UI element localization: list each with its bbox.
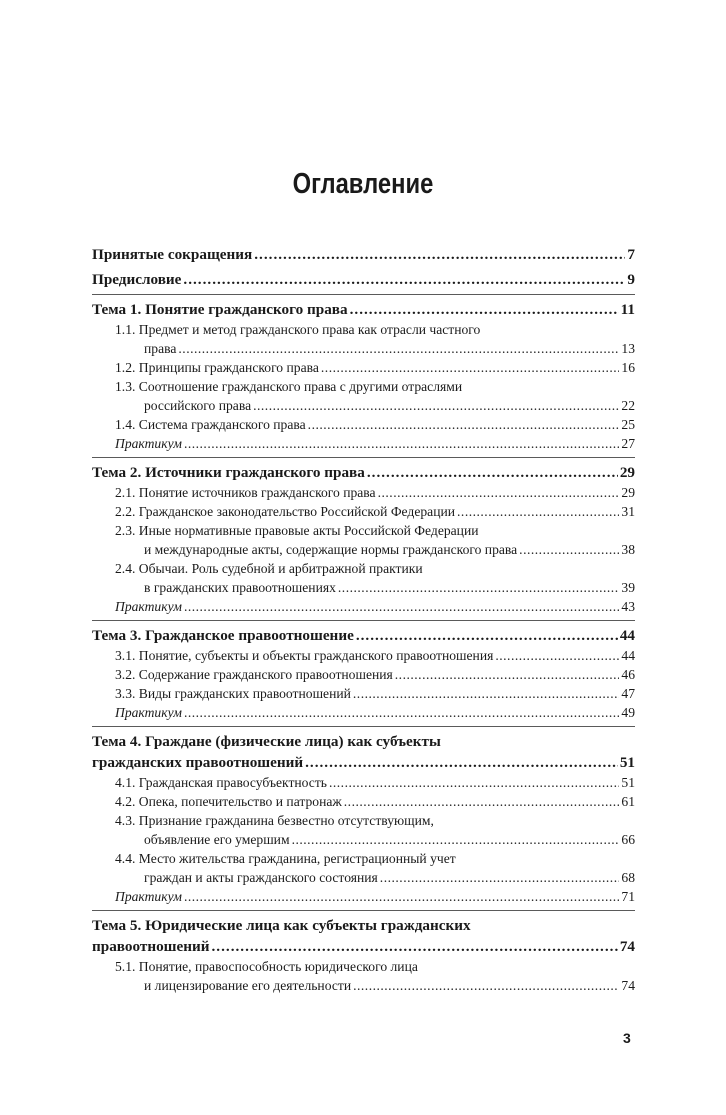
dot-leader <box>178 339 619 358</box>
toc-section-4-4[interactable] <box>92 849 635 887</box>
entry-page: 49 <box>621 705 635 720</box>
dot-leader <box>380 868 620 887</box>
divider <box>92 294 635 295</box>
entry-page: 11 <box>620 301 635 318</box>
toc-practicum-3[interactable] <box>92 703 635 722</box>
dot-leader <box>308 415 620 434</box>
dot-leader <box>350 299 619 320</box>
entry-label: 3.1. Понятие, субъекты и объекты гражданского правоотношения <box>115 648 494 663</box>
toc-section-1-4[interactable] <box>92 415 635 434</box>
divider <box>92 620 635 621</box>
toc-section-4-3[interactable] <box>92 811 635 849</box>
entry-page: 25 <box>621 417 635 432</box>
toc-section-3-3[interactable] <box>92 684 635 703</box>
dot-leader <box>184 703 619 722</box>
entry-label: Практикум <box>115 889 182 904</box>
dot-leader <box>457 502 619 521</box>
entry-label: Практикум <box>115 599 182 614</box>
entry-label-line2: объявление его умершим <box>144 832 290 847</box>
dot-leader <box>184 597 619 616</box>
entry-label: Практикум <box>115 436 182 451</box>
entry-page: 43 <box>621 599 635 614</box>
dot-leader <box>329 773 619 792</box>
toc-section-1-2[interactable] <box>92 358 635 377</box>
toc-topic-3[interactable] <box>92 625 635 646</box>
entry-label: Практикум <box>115 705 182 720</box>
entry-label: Тема 2. Источники гражданского права <box>92 464 365 481</box>
toc-topic-2[interactable] <box>92 462 635 483</box>
entry-page: 47 <box>621 686 635 701</box>
entry-page: 39 <box>621 580 635 595</box>
entry-page: 38 <box>621 542 635 557</box>
divider <box>92 910 635 911</box>
entry-page: 44 <box>621 648 635 663</box>
toc-topic-1[interactable] <box>92 299 635 320</box>
entry-label: Тема 1. Понятие гражданского права <box>92 301 348 318</box>
entry-page: 68 <box>621 870 635 885</box>
entry-label: 4.2. Опека, попечительство и патронаж <box>115 794 342 809</box>
toc-section-2-1[interactable] <box>92 483 635 502</box>
entry-label: 1.4. Система гражданского права <box>115 417 306 432</box>
dot-leader <box>184 434 619 453</box>
entry-label-line2: и лицензирование его деятельности <box>144 978 352 993</box>
entry-label-line2: и международные акты, содержащие нормы гражданского права <box>144 542 518 557</box>
entry-label-line1: 2.4. Обычаи. Роль судебной и арбитражной практики <box>115 561 423 576</box>
toc-section-3-1[interactable] <box>92 646 635 665</box>
dot-leader <box>378 483 620 502</box>
toc-section-2-4[interactable] <box>92 559 635 597</box>
entry-label-line1: Тема 5. Юридические лица как субъекты гражданских <box>92 917 471 934</box>
entry-label: 4.1. Гражданская правосубъектность <box>115 775 327 790</box>
table-of-contents <box>92 244 635 995</box>
dot-leader <box>395 665 620 684</box>
entry-page: 61 <box>621 794 635 809</box>
toc-practicum-2[interactable] <box>92 597 635 616</box>
entry-label-line1: 4.3. Признание гражданина безвестно отсутствующим, <box>115 813 434 828</box>
entry-label: 3.3. Виды гражданских правоотношений <box>115 686 351 701</box>
toc-practicum-4[interactable] <box>92 887 635 906</box>
entry-page: 74 <box>621 978 635 993</box>
dot-leader <box>353 976 619 995</box>
dot-leader <box>367 462 618 483</box>
toc-section-3-2[interactable] <box>92 665 635 684</box>
entry-page: 7 <box>627 246 635 263</box>
entry-label: 2.1. Понятие источников гражданского права <box>115 485 376 500</box>
entry-label-line2: правоотношений <box>92 938 210 955</box>
page-number: 3 <box>623 1030 631 1046</box>
entry-page: 31 <box>621 504 635 519</box>
toc-section-4-1[interactable] <box>92 773 635 792</box>
entry-label-line2: в гражданских правоотношениях <box>144 580 336 595</box>
entry-label-line1: 1.3. Соотношение гражданского права с другими отраслями <box>115 379 463 394</box>
entry-page: 13 <box>621 341 635 356</box>
entry-page: 51 <box>619 754 635 771</box>
entry-label-line2: российского права <box>144 398 252 413</box>
entry-label: 3.2. Содержание гражданского правоотношения <box>115 667 393 682</box>
dot-leader <box>519 540 619 559</box>
toc-topic-5[interactable] <box>92 915 635 957</box>
dot-leader <box>254 244 625 265</box>
entry-page: 22 <box>621 398 635 413</box>
toc-entry-abbreviations[interactable] <box>92 244 635 265</box>
entry-label-line2: права <box>144 341 177 356</box>
dot-leader <box>253 396 619 415</box>
entry-page: 46 <box>621 667 635 682</box>
entry-label: 1.2. Принципы гражданского права <box>115 360 319 375</box>
entry-label-line1: 1.1. Предмет и метод гражданского права как отрасли частного <box>115 322 481 337</box>
entry-label-line1: 5.1. Понятие, правоспособность юридического лица <box>115 959 418 974</box>
dot-leader <box>344 792 620 811</box>
toc-practicum-1[interactable] <box>92 434 635 453</box>
entry-page: 66 <box>621 832 635 847</box>
entry-page: 27 <box>621 436 635 451</box>
entry-label: Предисловие <box>92 271 182 288</box>
entry-label-line1: Тема 4. Граждане (физические лица) как субъекты <box>92 733 441 750</box>
toc-section-2-2[interactable] <box>92 502 635 521</box>
entry-page: 16 <box>621 360 635 375</box>
entry-label: Тема 3. Гражданское правоотношение <box>92 627 354 644</box>
toc-topic-4[interactable] <box>92 731 635 773</box>
dot-leader <box>184 887 619 906</box>
entry-label: 2.2. Гражданское законодательство Российской Федерации <box>115 504 456 519</box>
dot-leader <box>356 625 618 646</box>
entry-label-line2: гражданских правоотношений <box>92 754 304 771</box>
toc-section-1-1[interactable] <box>92 320 635 358</box>
dot-leader <box>338 578 620 597</box>
toc-section-4-2[interactable] <box>92 792 635 811</box>
entry-label: Принятые сокращения <box>92 246 253 263</box>
entry-label-line1: 2.3. Иные нормативные правовые акты Российской Федерации <box>115 523 479 538</box>
entry-page: 9 <box>627 271 635 288</box>
dot-leader <box>495 646 619 665</box>
entry-page: 51 <box>621 775 635 790</box>
toc-section-2-3[interactable] <box>92 521 635 559</box>
dot-leader <box>212 936 618 957</box>
entry-label-line2: граждан и акты гражданского состояния <box>144 870 378 885</box>
entry-page: 71 <box>621 889 635 904</box>
toc-entry-preface[interactable] <box>92 269 635 290</box>
page-title: Оглавление <box>292 168 434 200</box>
entry-page: 29 <box>621 485 635 500</box>
entry-page: 44 <box>619 627 635 644</box>
divider <box>92 726 635 727</box>
toc-section-1-3[interactable] <box>92 377 635 415</box>
toc-section-5-1[interactable] <box>92 957 635 995</box>
dot-leader <box>292 830 620 849</box>
dot-leader <box>353 684 620 703</box>
divider <box>92 457 635 458</box>
entry-page: 74 <box>619 938 635 955</box>
entry-page: 29 <box>619 464 635 481</box>
dot-leader <box>183 269 625 290</box>
dot-leader <box>305 752 618 773</box>
dot-leader <box>321 358 620 377</box>
entry-label-line1: 4.4. Место жительства гражданина, регистрационный учет <box>115 851 456 866</box>
